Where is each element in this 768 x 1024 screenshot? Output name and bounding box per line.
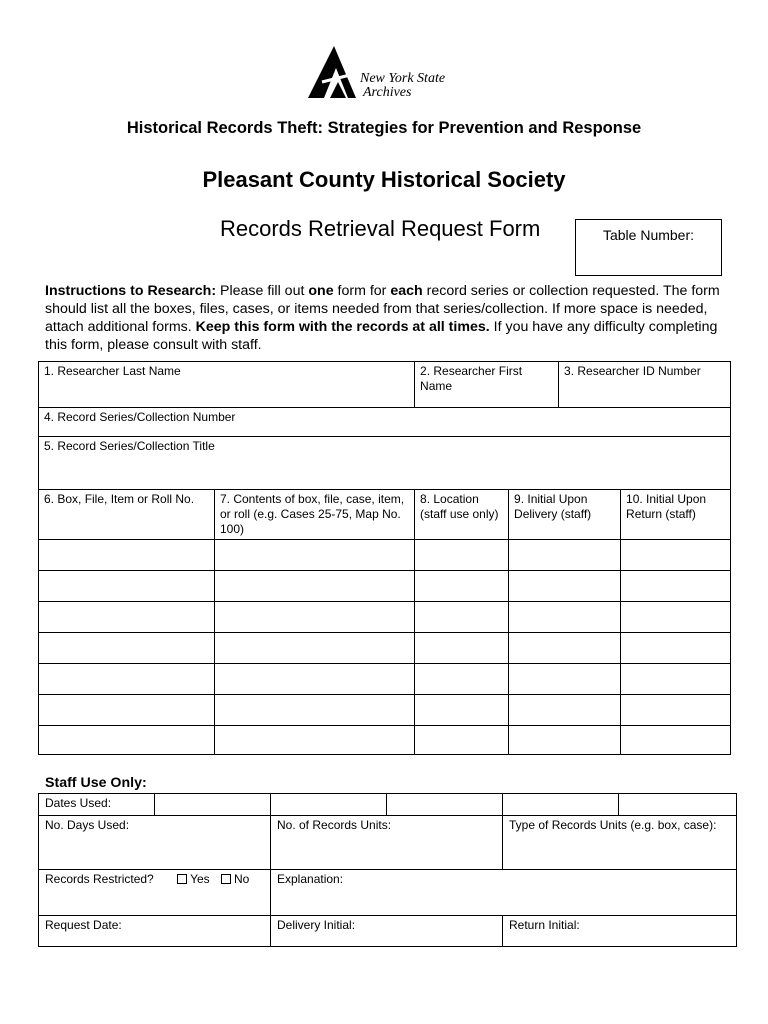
table-cell[interactable] xyxy=(39,571,215,602)
request-form-table xyxy=(38,361,731,755)
table-number-label: Table Number: xyxy=(602,227,695,243)
field-label: 4. Record Series/Collection Number xyxy=(44,410,236,424)
table-cell[interactable] xyxy=(621,571,731,602)
no-option[interactable] xyxy=(221,872,249,886)
date-cell[interactable] xyxy=(155,794,271,816)
explanation-field[interactable] xyxy=(271,870,737,916)
type-records-units-field[interactable] xyxy=(503,816,737,870)
table-cell[interactable] xyxy=(39,633,215,664)
column-header xyxy=(509,490,621,540)
items-header-row xyxy=(39,490,731,540)
column-header xyxy=(215,490,415,540)
table-row xyxy=(39,726,731,755)
no-records-units-field[interactable] xyxy=(271,816,503,870)
instructions xyxy=(45,282,735,354)
instructions-bold-2: each xyxy=(390,283,423,299)
dates-used-label-cell xyxy=(39,794,155,816)
table-row xyxy=(39,540,731,571)
field-label: Records Restricted? xyxy=(45,872,154,886)
field-label: Type of Records Units (e.g. box, case): xyxy=(509,818,717,832)
instructions-text-1: Please fill out xyxy=(216,283,309,299)
column-header-label: 7. Contents of box, file, case, item, or roll (e.g. Cases 25-75, Map No. 100) xyxy=(220,492,405,536)
table-cell[interactable] xyxy=(415,602,509,633)
logo-text xyxy=(360,72,445,100)
table-row xyxy=(39,695,731,726)
no-checkbox[interactable] xyxy=(221,874,231,884)
instructions-bold-1: one xyxy=(308,283,334,299)
table-cell[interactable] xyxy=(621,726,731,755)
researcher-first-name-field[interactable] xyxy=(415,362,559,408)
yes-label: Yes xyxy=(190,872,210,886)
staff-use-table xyxy=(38,793,737,947)
table-cell[interactable] xyxy=(39,540,215,571)
records-restricted-field xyxy=(39,870,271,916)
table-cell[interactable] xyxy=(509,726,621,755)
table-cell[interactable] xyxy=(509,695,621,726)
table-cell[interactable] xyxy=(509,540,621,571)
table-cell[interactable] xyxy=(509,571,621,602)
table-row xyxy=(39,633,731,664)
column-header-label: 10. Initial Upon xyxy=(626,492,707,506)
researcher-last-name-field[interactable] xyxy=(39,362,415,408)
table-row xyxy=(39,602,731,633)
field-label: Dates Used: xyxy=(45,796,112,810)
collection-number-field[interactable] xyxy=(39,408,731,437)
table-cell[interactable] xyxy=(215,695,415,726)
date-cell[interactable] xyxy=(503,794,619,816)
table-cell[interactable] xyxy=(415,664,509,695)
table-cell[interactable] xyxy=(215,571,415,602)
column-header-label: Return (staff) xyxy=(626,507,696,521)
table-cell[interactable] xyxy=(621,540,731,571)
logo-line-1: New York State xyxy=(360,71,446,86)
field-label: 5. Record Series/Collection Title xyxy=(44,439,215,453)
table-cell[interactable] xyxy=(621,695,731,726)
column-header-label: Delivery (staff) xyxy=(514,507,592,521)
organization-name: Pleasant County Historical Society xyxy=(202,167,566,192)
instructions-label: Instructions to Research: xyxy=(45,283,217,299)
instructions-text-4: If you have any difficulty completing this form, please consult with staff. xyxy=(45,319,718,353)
field-label: Delivery Initial: xyxy=(277,918,356,932)
table-row xyxy=(39,571,731,602)
return-initial-field[interactable] xyxy=(503,916,737,947)
date-cell[interactable] xyxy=(271,794,387,816)
logo-line-2: Archives xyxy=(363,85,412,100)
column-header xyxy=(415,490,509,540)
field-label: 1. Researcher Last Name xyxy=(44,364,181,378)
table-cell[interactable] xyxy=(39,726,215,755)
no-days-used-field[interactable] xyxy=(39,816,271,870)
table-cell[interactable] xyxy=(215,540,415,571)
table-cell[interactable] xyxy=(415,633,509,664)
table-cell[interactable] xyxy=(39,664,215,695)
table-row xyxy=(39,664,731,695)
column-header-label: 6. Box, File, Item or Roll No. xyxy=(44,492,195,506)
date-cell[interactable] xyxy=(619,794,737,816)
table-cell[interactable] xyxy=(621,664,731,695)
collection-title-field[interactable] xyxy=(39,437,731,490)
field-label: Return Initial: xyxy=(509,918,580,932)
no-label: No xyxy=(233,872,250,886)
column-header xyxy=(621,490,731,540)
form-title: Records Retrieval Request Form xyxy=(220,216,541,241)
instructions-text-2: form for xyxy=(333,283,391,299)
column-header-label: 9. Initial Upon xyxy=(514,492,588,506)
field-label: 3. Researcher ID Number xyxy=(564,364,701,378)
table-cell[interactable] xyxy=(415,571,509,602)
table-cell[interactable] xyxy=(39,695,215,726)
table-cell[interactable] xyxy=(415,540,509,571)
field-label: Request Date: xyxy=(45,918,122,932)
yes-option[interactable] xyxy=(177,872,210,886)
date-cell[interactable] xyxy=(387,794,503,816)
table-cell[interactable] xyxy=(509,602,621,633)
column-header-label: (staff use only) xyxy=(420,507,499,521)
staff-use-heading: Staff Use Only: xyxy=(45,775,147,791)
instructions-text-3: record series or collection requested. The form should list all the boxes, files, cases, or items needed from that series/collection. If more space is needed, attach additional forms. xyxy=(45,283,720,335)
table-cell[interactable] xyxy=(415,695,509,726)
table-cell[interactable] xyxy=(215,726,415,755)
table-cell[interactable] xyxy=(415,726,509,755)
document-subtitle: Historical Records Theft: Strategies for Prevention and Response xyxy=(126,119,642,137)
field-label: 2. Researcher First Name xyxy=(420,364,523,393)
yes-checkbox[interactable] xyxy=(177,874,187,884)
request-date-field[interactable] xyxy=(39,916,271,947)
table-cell[interactable] xyxy=(621,602,731,633)
table-cell[interactable] xyxy=(509,633,621,664)
table-cell[interactable] xyxy=(215,602,415,633)
table-cell[interactable] xyxy=(215,664,415,695)
column-header-label: 8. Location xyxy=(420,492,479,506)
table-cell[interactable] xyxy=(509,664,621,695)
table-cell[interactable] xyxy=(39,602,215,633)
instructions-bold-3: Keep this form with the records at all times. xyxy=(195,319,490,335)
field-label: Explanation: xyxy=(277,872,344,886)
table-cell[interactable] xyxy=(215,633,415,664)
column-header xyxy=(39,490,215,540)
researcher-id-field[interactable] xyxy=(559,362,731,408)
field-label: No. Days Used: xyxy=(45,818,130,832)
table-number-box[interactable] xyxy=(575,219,722,276)
delivery-initial-field[interactable] xyxy=(271,916,503,947)
table-cell[interactable] xyxy=(621,633,731,664)
field-label: No. of Records Units: xyxy=(277,818,392,832)
